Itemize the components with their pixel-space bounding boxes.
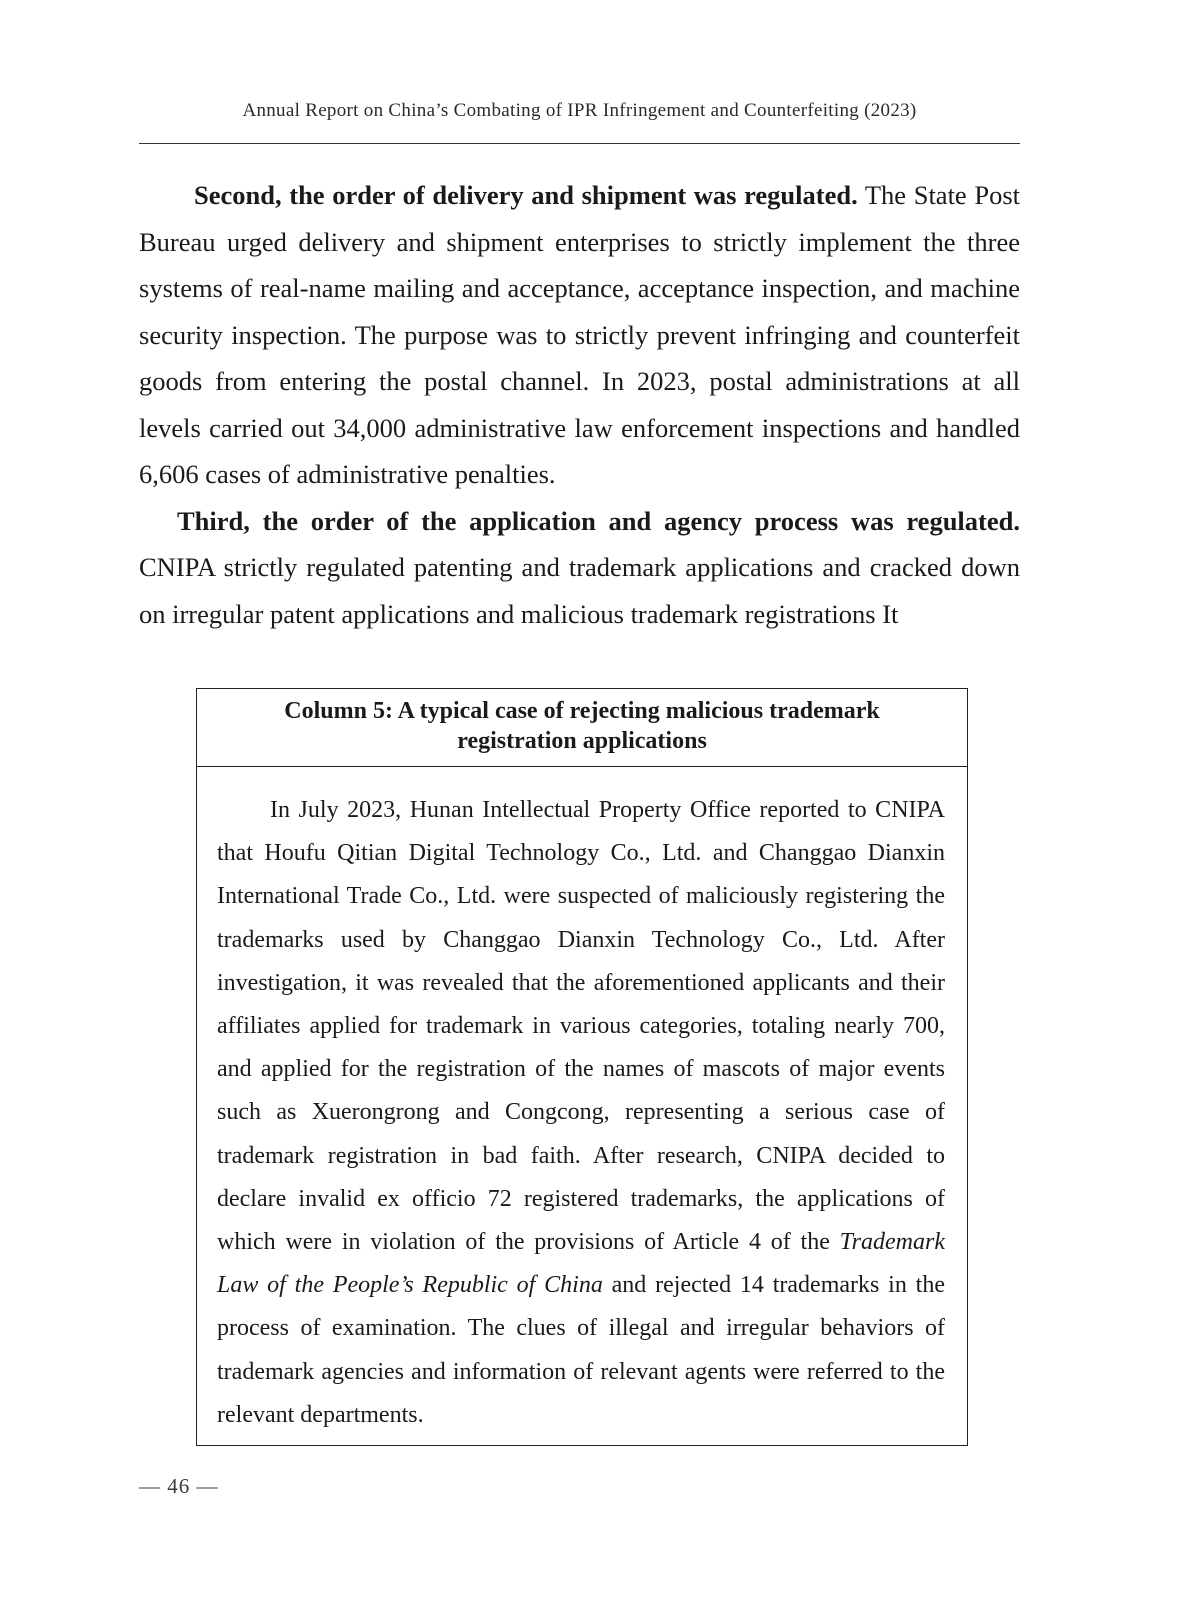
page-number: — 46 — (139, 1474, 219, 1498)
paragraph-text: CNIPA strictly regulated patenting and trademark applications and cracked down on irregular patent applications and malicious trademark registrations It (139, 552, 1020, 629)
body-text (139, 172, 1020, 637)
column-box (196, 688, 968, 1446)
paragraph-application-agency (139, 498, 1020, 638)
paragraph-text: The State Post Bureau urged delivery and shipment enterprises to strictly implement the three systems of real-name mailing and acceptance, acceptance inspection, and machine security inspection. The purpose was to strictly prevent infringing and counterfeit goods from entering the postal channel. In 2023, postal administrations at all levels carried out 34,000 administrative law enforcement inspections and handled 6,606 cases of administrative penalties. (139, 180, 1020, 489)
column-title-line: Column 5: A typical case of rejecting malicious trademark (284, 698, 880, 724)
column-title (197, 689, 967, 767)
column-paragraph (217, 789, 945, 1437)
paragraph-delivery-shipment (139, 172, 1020, 498)
column-text: and rejected 14 trademarks in the process of examination. The clues of illegal and irregular behaviors of trademark agencies and information of relevant agents were referred to the relevant departments. (217, 1272, 945, 1428)
header-rule (139, 143, 1020, 144)
column-body (197, 767, 967, 1437)
running-header: Annual Report on China’s Combating of IPR Infringement and Counterfeiting (2023) (242, 100, 917, 121)
paragraph-lead: Second, the order of delivery and shipment was regulated. (194, 180, 858, 210)
paragraph-lead: Third, the order of the application and agency process was regulated. (177, 505, 1020, 536)
column-title-line: registration applications (457, 728, 707, 754)
column-text: In July 2023, Hunan Intellectual Property Office reported to CNIPA that Houfu Qitian Digital Technology Co., Ltd. and Changgao Dianxin International Trade Co., Ltd. were suspected of maliciously registering the trademarks used by Changgao Dianxin Technology Co., Ltd. After investigation, it was revealed that the aforementioned applicants and their affiliates applied for trademark in various categories, totaling nearly 700, and applied for the registration of the names of mascots of major events such as Xuerongrong and Congcong, representing a serious case of trademark registration in bad faith. After research, CNIPA decided to declare invalid ex officio 72 registered trademarks, the applications of which were in violation of the provisions of Article 4 of the (217, 797, 945, 1256)
law-title: Trademark Law of the People’s Republic of China (217, 1229, 945, 1299)
